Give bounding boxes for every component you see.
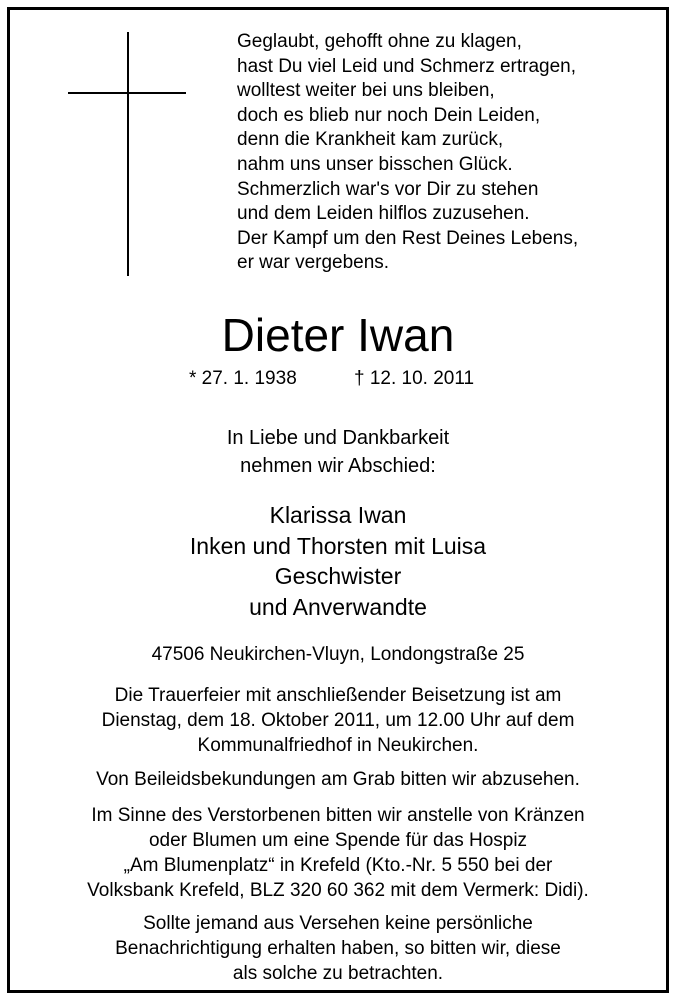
notification-notice: [0, 911, 676, 986]
farewell-line: nehmen wir Abschied:: [240, 455, 436, 477]
farewell-line: In Liebe und Dankbarkeit: [226, 427, 450, 449]
poem-line: doch es blieb nur noch Dein Leiden,: [237, 104, 541, 126]
donation-request: [0, 803, 676, 903]
donation-line: „Am Blumenplatz“ in Krefeld (Kto.-Nr. 5 550 bei der: [123, 855, 553, 876]
poem-line: Schmerzlich war's vor Dir zu stehen: [237, 178, 539, 200]
notice-line: Sollte jemand aus Versehen keine persönliche: [143, 913, 533, 934]
mourner-line: Geschwister: [274, 563, 402, 589]
donation-line: Im Sinne des Verstorbenen bitten wir anstelle von Kränzen: [91, 805, 585, 826]
deceased-name: Dieter Iwan: [221, 309, 455, 361]
mourner-line: Klarissa Iwan: [269, 502, 407, 528]
poem-line: denn die Krankheit kam zurück,: [237, 129, 504, 151]
birth-date: * 27. 1. 1938: [189, 368, 297, 389]
poem-line: wolltest weiter bei uns bleiben,: [237, 80, 495, 102]
death-date: † 12. 10. 2011: [354, 368, 475, 389]
mourner-line: Inken und Thorsten mit Luisa: [189, 532, 487, 559]
farewell-text: [0, 424, 676, 480]
cross-horizontal-bar: [68, 92, 186, 94]
poem-line: er war vergebens.: [237, 252, 390, 274]
donation-line: Volksbank Krefeld, BLZ 320 60 362 mit dem Vermerk: Didi).: [87, 880, 589, 901]
poem-line: Der Kampf um den Rest Deines Lebens,: [237, 227, 579, 249]
donation-line: oder Blumen um eine Spende für das Hospiz: [148, 830, 528, 851]
poem-line: und dem Leiden hilflos zuzusehen.: [237, 203, 530, 225]
funeral-line: Die Trauerfeier mit anschließender Beisetzung ist am: [114, 685, 562, 706]
poem-line: hast Du viel Leid und Schmerz ertragen,: [237, 55, 577, 77]
poem-line: Geglaubt, gehofft ohne zu klagen,: [237, 31, 522, 52]
memorial-poem: [237, 30, 657, 276]
mourner-line: und Anverwandte: [249, 593, 427, 620]
funeral-details: [0, 683, 676, 758]
poem-line: nahm uns unser bisschen Glück.: [237, 153, 513, 175]
family-address: 47506 Neukirchen-Vluyn, Londongstraße 25: [151, 644, 525, 665]
mourners-list: [0, 500, 676, 622]
notice-line: Benachrichtigung erhalten haben, so bitten wir, diese: [115, 938, 561, 959]
notice-line: als solche zu betrachten.: [232, 963, 444, 984]
funeral-line: Dienstag, dem 18. Oktober 2011, um 12.00 Uhr auf dem: [101, 710, 575, 731]
funeral-line: Kommunalfriedhof in Neukirchen.: [197, 735, 479, 756]
cross-vertical-bar: [127, 32, 129, 276]
condolence-request: Von Beileidsbekundungen am Grab bitten wir abzusehen.: [96, 769, 580, 790]
